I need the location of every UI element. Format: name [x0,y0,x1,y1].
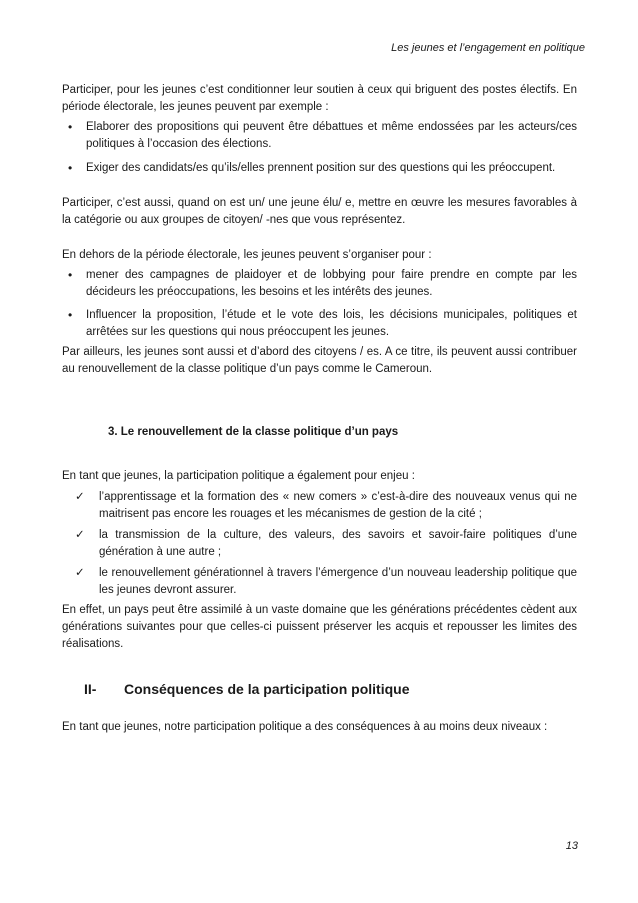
check-icon: ✓ [75,491,85,503]
section-title: Conséquences de la participation politique [124,681,410,697]
list-item [62,119,577,153]
list-item-text: le renouvellement générationnel à travers l’émergence d’un nouveau leadership politique que les jeunes devront assurer. [99,567,577,596]
list-item-text: Exiger des candidats/es qu’ils/elles prennent position sur des questions qui les préoccupent. [86,162,556,174]
bullet-icon: • [68,268,73,282]
list-item-text: Elaborer des propositions qui peuvent être débattues et même endossées par les acteurs/ces politiques à l’occasion des élections. [86,121,577,150]
paragraph-consequences: En tant que jeunes, notre participation politique a des conséquences à au moins deux niveaux : [62,721,548,733]
list-item-text: Influencer la proposition, l’étude et le vote des lois, les décisions municipales, politiques et arrêtées sur les questions qui nous préoccupent les jeunes. [86,309,577,338]
check-list-stakes [62,489,577,599]
list-item [62,160,577,177]
subheading: 3. Le renouvellement de la classe politique d’un pays [108,426,399,438]
paragraph-outside-elections: En dehors de la période électorale, les jeunes peuvent s’organiser pour : [62,249,432,261]
list-item [62,267,577,301]
bullet-icon: • [68,308,73,322]
page-number: 13 [565,840,578,852]
section-heading [62,679,577,699]
check-icon: ✓ [75,529,85,541]
list-item-text: mener des campagnes de plaidoyer et de lobbying pour faire prendre en compte par les décideurs les préoccupations, les besoins et les intérêts des jeunes. [86,269,577,298]
list-item [62,307,577,341]
running-header: Les jeunes et l’engagement en politique [391,42,585,54]
check-icon: ✓ [75,567,85,579]
paragraph-intro: Participer, pour les jeunes c’est conditionner leur soutien à ceux qui briguent des postes électifs. En période électorale, les jeunes peuvent par exemple : [62,84,577,113]
list-item [62,489,577,523]
bullet-icon: • [68,120,73,134]
page-content [62,82,577,736]
bullet-list-outside [62,267,577,341]
bullet-icon: • [68,161,73,175]
paragraph-citizens: Par ailleurs, les jeunes sont aussi et d’abord des citoyens / es. A ce titre, ils peuvent aussi contribuer au renouvellement de la classe politique d’un pays comme le Cameroun. [62,346,577,375]
paragraph-elected: Participer, c’est aussi, quand on est un/ une jeune élu/ e, mettre en œuvre les mesures favorables à la catégorie ou aux groupes de citoyen/ -nes que vous représentez. [62,197,577,226]
list-item [62,565,577,599]
section-number: II- [84,681,97,697]
bullet-list-electoral [62,119,577,177]
list-item-text: l’apprentissage et la formation des « new comers » c’est-à-dire des nouveaux venus qui ne maitrisent pas encore les rouages et les mécanismes de gestion de la cité ; [99,491,577,520]
list-item [62,527,577,561]
list-item-text: la transmission de la culture, des valeurs, des savoirs et savoir-faire politiques d’une génération à une autre ; [99,529,577,558]
paragraph-stakes: En tant que jeunes, la participation politique a également pour enjeu : [62,470,415,482]
paragraph-country-domain: En effet, un pays peut être assimilé à un vaste domaine que les générations précédentes cèdent aux générations suivantes pour que celles-ci puissent préserver les acquis et repousser les limites des réalisations. [62,604,577,650]
